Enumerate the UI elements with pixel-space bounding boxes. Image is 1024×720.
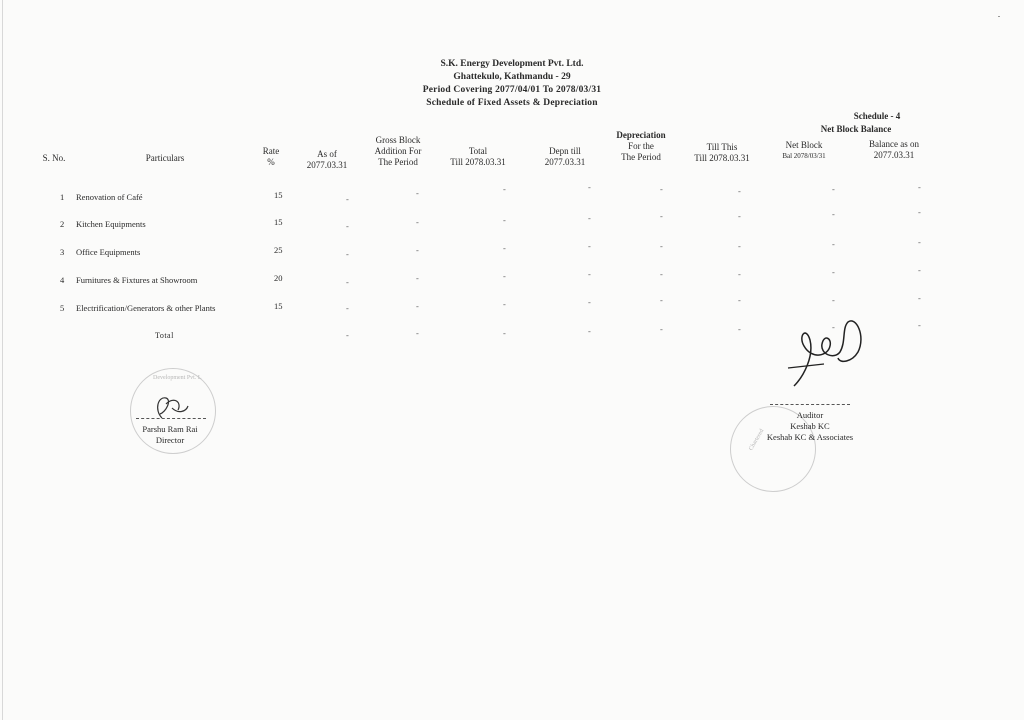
auditor-signature bbox=[784, 316, 874, 398]
row-value: - bbox=[918, 293, 921, 303]
row-value: - bbox=[588, 182, 591, 192]
col-balance-line2: 2077.03.31 bbox=[873, 150, 915, 160]
col-total bbox=[438, 146, 518, 168]
auditor-signature-line bbox=[770, 404, 850, 405]
row-sno: 2 bbox=[60, 219, 65, 229]
col-balance-line1: Balance as on bbox=[869, 139, 919, 149]
net-block-group-heading: Net Block Balance bbox=[820, 124, 892, 134]
row-value: - bbox=[416, 301, 419, 311]
row-particulars: Office Equipments bbox=[76, 247, 141, 257]
row-value: - bbox=[346, 221, 349, 231]
row-value: - bbox=[588, 269, 591, 279]
row-value: - bbox=[588, 241, 591, 251]
row-value: - bbox=[416, 217, 419, 227]
row-value: - bbox=[503, 243, 506, 253]
director-name: Parshu Ram Rai bbox=[142, 424, 198, 434]
total-value: - bbox=[346, 330, 349, 340]
total-value: - bbox=[738, 324, 741, 334]
auditor-block bbox=[740, 410, 880, 443]
col-net-block-line1: Net Block bbox=[785, 140, 823, 150]
total-value: - bbox=[832, 322, 835, 332]
col-total-line2: Till 2078.03.31 bbox=[450, 157, 506, 167]
row-value: - bbox=[346, 249, 349, 259]
table-row bbox=[0, 237, 1024, 261]
col-rate-line1: Rate bbox=[262, 146, 280, 156]
document-header bbox=[362, 58, 662, 110]
row-value: - bbox=[832, 267, 835, 277]
col-rate-line2: % bbox=[267, 157, 275, 167]
row-value: - bbox=[503, 299, 506, 309]
row-value: - bbox=[918, 182, 921, 192]
col-till-this bbox=[680, 142, 764, 164]
col-depn-till-line1: Depn till bbox=[549, 146, 581, 156]
col-total-line1: Total bbox=[468, 146, 488, 156]
row-value: - bbox=[503, 271, 506, 281]
row-sno: 4 bbox=[60, 275, 65, 285]
row-particulars: Kitchen Equipments bbox=[76, 219, 146, 229]
row-particulars: Electrification/Generators & other Plants bbox=[76, 303, 216, 313]
row-value: - bbox=[832, 239, 835, 249]
company-seal: Development Pvt. L bbox=[130, 368, 216, 454]
scan-edge-line bbox=[2, 0, 3, 720]
company-address: Ghattekulo, Kathmandu - 29 bbox=[453, 72, 571, 82]
col-as-of bbox=[298, 149, 356, 171]
row-value: - bbox=[660, 211, 663, 221]
row-value: - bbox=[416, 188, 419, 198]
table-row bbox=[0, 207, 1024, 233]
row-particulars: Renovation of Café bbox=[76, 192, 143, 202]
row-value: - bbox=[416, 245, 419, 255]
director-block bbox=[120, 424, 220, 446]
row-value: - bbox=[346, 194, 349, 204]
col-balance-as-on bbox=[856, 139, 932, 161]
row-value: - bbox=[588, 297, 591, 307]
director-title: Director bbox=[155, 435, 185, 445]
table-row bbox=[0, 265, 1024, 289]
col-net-block-line2: Bal 2078/03/31 bbox=[782, 152, 826, 160]
row-value: - bbox=[738, 241, 741, 251]
row-value: - bbox=[918, 265, 921, 275]
row-value: - bbox=[832, 184, 835, 194]
col-depreciation-line2: For the bbox=[628, 141, 654, 151]
director-signature-line bbox=[136, 418, 206, 419]
row-rate: 15 bbox=[274, 217, 283, 227]
schedule-title: Schedule of Fixed Assets & Depreciation bbox=[426, 98, 598, 108]
col-depn-till bbox=[530, 146, 600, 168]
col-depreciation-line3: The Period bbox=[621, 152, 661, 162]
total-value: - bbox=[918, 320, 921, 330]
total-label: Total bbox=[155, 331, 174, 340]
row-sno: 1 bbox=[60, 192, 65, 202]
row-value: - bbox=[346, 277, 349, 287]
row-rate: 25 bbox=[274, 245, 283, 255]
row-value: - bbox=[503, 215, 506, 225]
row-value: - bbox=[346, 303, 349, 313]
col-gross-block-line2: Addition For bbox=[374, 146, 422, 156]
row-value: - bbox=[660, 241, 663, 251]
row-value: - bbox=[738, 186, 741, 196]
col-as-of-line2: 2077.03.31 bbox=[306, 160, 348, 170]
col-depn-till-line2: 2077.03.31 bbox=[544, 157, 586, 167]
col-till-this-line2: Till 2078.03.31 bbox=[694, 153, 750, 163]
col-rate bbox=[256, 146, 286, 168]
row-value: - bbox=[738, 295, 741, 305]
col-gross-block-line3: The Period bbox=[378, 157, 418, 167]
row-value: - bbox=[416, 273, 419, 283]
col-gross-block-line1: Gross Block bbox=[375, 135, 421, 145]
company-name: S.K. Energy Development Pvt. Ltd. bbox=[440, 59, 584, 69]
table-row bbox=[0, 293, 1024, 317]
row-value: - bbox=[738, 269, 741, 279]
auditor-seal: Chartered bbox=[730, 406, 816, 492]
row-rate: 15 bbox=[274, 190, 283, 200]
row-rate: 15 bbox=[274, 301, 283, 311]
col-as-of-line1: As of bbox=[317, 149, 337, 159]
table-row bbox=[0, 182, 1024, 206]
scan-speck bbox=[998, 16, 1000, 17]
row-value: - bbox=[660, 184, 663, 194]
row-value: - bbox=[503, 184, 506, 194]
col-gross-block bbox=[360, 135, 436, 168]
col-depreciation bbox=[604, 130, 678, 163]
col-depreciation-line1: Depreciation bbox=[616, 130, 666, 140]
period-covering: Period Covering 2077/04/01 To 2078/03/31 bbox=[422, 85, 602, 95]
total-value: - bbox=[660, 324, 663, 334]
col-net-block bbox=[772, 140, 836, 162]
row-value: - bbox=[660, 295, 663, 305]
auditor-firm: Keshab KC & Associates bbox=[766, 432, 854, 442]
total-value: - bbox=[588, 326, 591, 336]
row-rate: 20 bbox=[274, 273, 283, 283]
auditor-title: Auditor bbox=[796, 410, 824, 420]
row-value: - bbox=[660, 269, 663, 279]
row-value: - bbox=[832, 209, 835, 219]
col-sno: S. No. bbox=[42, 153, 66, 163]
row-value: - bbox=[918, 237, 921, 247]
total-value: - bbox=[503, 328, 506, 338]
row-value: - bbox=[832, 295, 835, 305]
row-value: - bbox=[588, 213, 591, 223]
row-sno: 3 bbox=[60, 247, 65, 257]
total-value: - bbox=[416, 328, 419, 338]
row-particulars: Furnitures & Fixtures at Showroom bbox=[76, 275, 198, 285]
row-sno: 5 bbox=[60, 303, 65, 313]
row-value: - bbox=[738, 211, 741, 221]
auditor-name: Keshab KC bbox=[790, 421, 830, 431]
schedule-number: Schedule - 4 bbox=[853, 111, 901, 121]
col-particulars: Particulars bbox=[145, 153, 185, 163]
row-value: - bbox=[918, 207, 921, 217]
col-till-this-line1: Till This bbox=[706, 142, 738, 152]
